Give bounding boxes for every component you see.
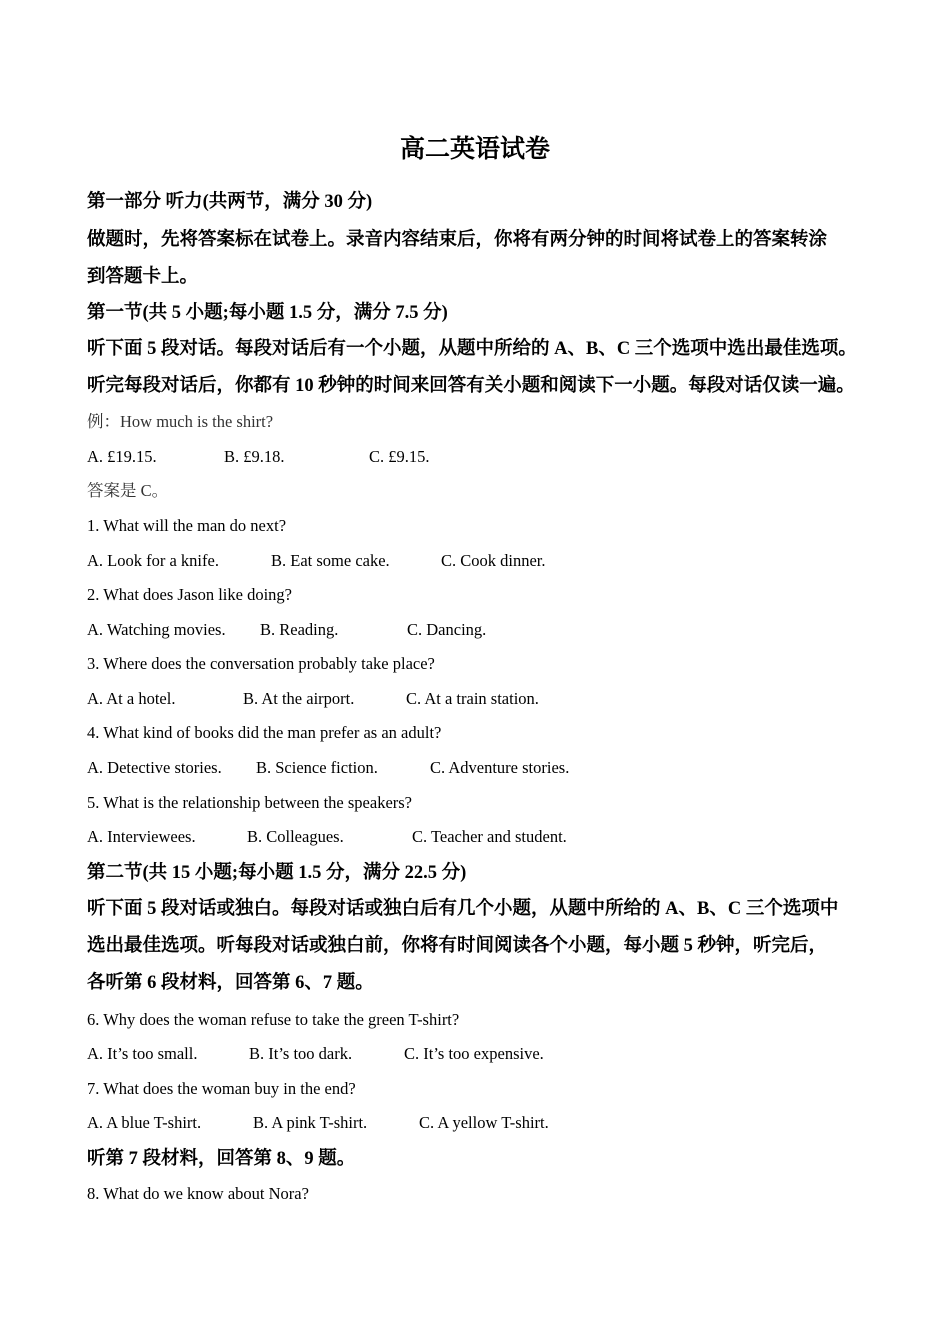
question-1: 1. What will the man do next?: [87, 516, 287, 535]
question-1-option-c: C. Cook dinner.: [441, 551, 546, 570]
example-answer: 答案是 C。: [87, 481, 169, 500]
question-3: 3. Where does the conversation probably take place?: [87, 654, 435, 673]
section2-instruction-1: 听下面 5 段对话或独白。每段对话或独白后有几个小题，从题中所给的 A、B、C 三个选项中: [87, 899, 839, 919]
part1-instruction-1: 做题时，先将答案标在试卷上。录音内容结束后，你将有两分钟的时间将试卷上的答案转涂: [87, 230, 828, 250]
question-2: 2. What does Jason like doing?: [87, 585, 292, 604]
question-4: 4. What kind of books did the man prefer as an adult?: [87, 723, 442, 742]
material7-heading: 听第 7 段材料，回答第 8、9 题。: [87, 1149, 356, 1169]
question-3-option-b: B. At the airport.: [243, 689, 355, 708]
question-2-option-b: B. Reading.: [260, 620, 339, 639]
section2-heading: 第二节(共 15 小题;每小题 1.5 分，满分 22.5 分): [87, 863, 467, 883]
section1-instruction-2: 听完每段对话后，你都有 10 秒钟的时间来回答有关小题和阅读下一小题。每段对话仅读一遍。: [87, 376, 855, 396]
question-2-option-a: A. Watching movies.: [87, 620, 226, 639]
question-7-option-b: B. A pink T-shirt.: [253, 1113, 368, 1132]
section2-instruction-3: 各听第 6 段材料，回答第 6、7 题。: [87, 973, 374, 993]
question-3-option-a: A. At a hotel.: [87, 689, 176, 708]
question-5-option-a: A. Interviewees.: [87, 827, 196, 846]
question-1-option-b: B. Eat some cake.: [271, 551, 390, 570]
question-7-option-c: C. A yellow T-shirt.: [419, 1113, 549, 1132]
part1-heading: 第一部分 听力(共两节，满分 30 分): [87, 192, 373, 212]
question-7: 7. What does the woman buy in the end?: [87, 1079, 356, 1098]
part1-instruction-2: 到答题卡上。: [87, 267, 199, 287]
question-1-option-a: A. Look for a knife.: [87, 551, 219, 570]
question-2-option-c: C. Dancing.: [407, 620, 487, 639]
question-5: 5. What is the relationship between the speakers?: [87, 793, 413, 812]
question-6-option-c: C. It’s too expensive.: [404, 1044, 544, 1063]
example-option-b: B. £9.18.: [224, 447, 285, 466]
section1-instruction-1: 听下面 5 段对话。每段对话后有一个小题，从题中所给的 A、B、C 三个选项中选出最佳选项。: [87, 339, 857, 359]
question-5-option-c: C. Teacher and student.: [412, 827, 567, 846]
question-4-option-c: C. Adventure stories.: [430, 758, 570, 777]
section2-instruction-2: 选出最佳选项。听每段对话或独白前，你将有时间阅读各个小题，每小题 5 秒钟，听完后，: [87, 936, 828, 956]
example-question: 例：How much is the shirt?: [87, 412, 274, 431]
question-5-option-b: B. Colleagues.: [247, 827, 344, 846]
example-option-c: C. £9.15.: [369, 447, 430, 466]
question-6: 6. Why does the woman refuse to take the green T-shirt?: [87, 1010, 460, 1029]
question-3-option-c: C. At a train station.: [406, 689, 539, 708]
section1-heading: 第一节(共 5 小题;每小题 1.5 分，满分 7.5 分): [87, 303, 448, 323]
question-6-option-a: A. It’s too small.: [87, 1044, 198, 1063]
question-4-option-a: A. Detective stories.: [87, 758, 222, 777]
question-4-option-b: B. Science fiction.: [256, 758, 378, 777]
question-8: 8. What do we know about Nora?: [87, 1184, 309, 1203]
example-option-a: A. £19.15.: [87, 447, 157, 466]
page-title: 高二英语试卷: [399, 136, 550, 163]
question-6-option-b: B. It’s too dark.: [249, 1044, 353, 1063]
question-7-option-a: A. A blue T-shirt.: [87, 1113, 202, 1132]
